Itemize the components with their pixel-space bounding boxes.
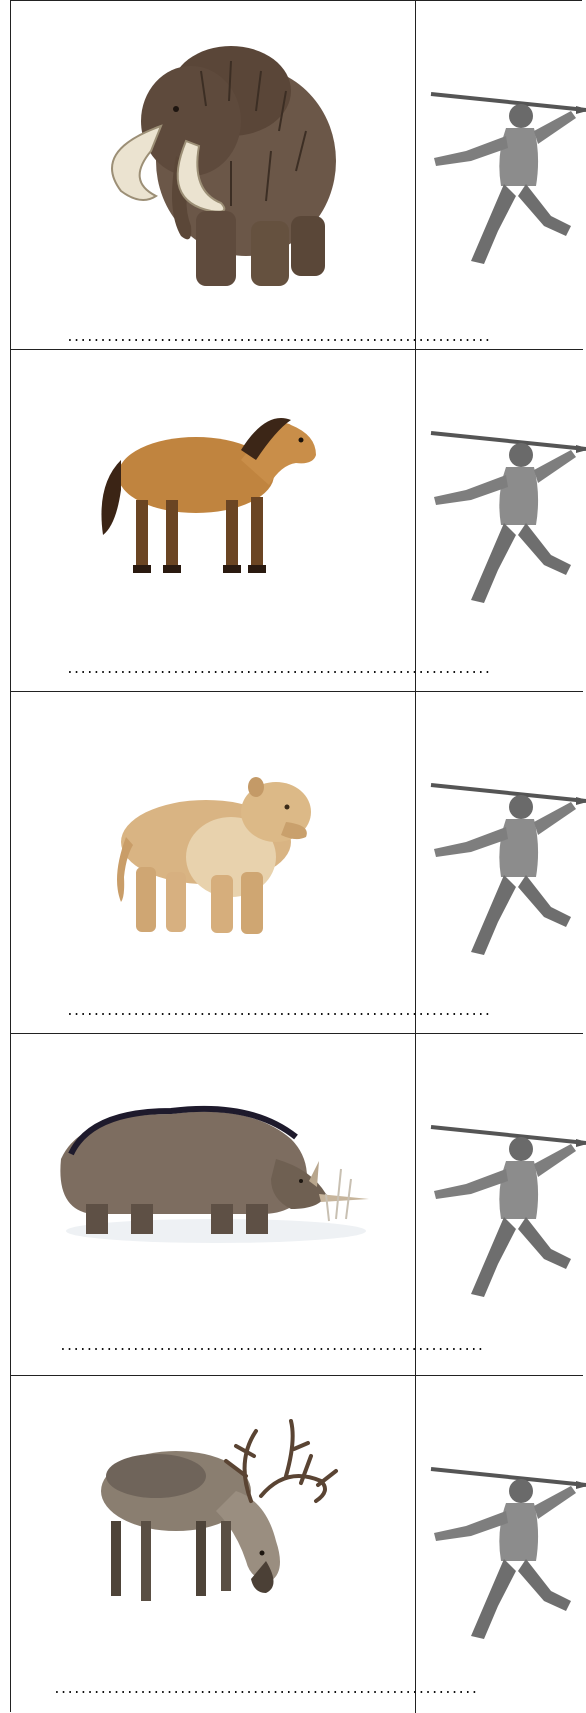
spear-hunter-illustration: [426, 86, 586, 266]
table-row: [11, 1034, 583, 1376]
woolly-rhinoceros-illustration: [51, 1099, 381, 1249]
spear-hunter-illustration: [426, 777, 586, 957]
table-row: [11, 1376, 583, 1713]
spear-hunter-illustration: [426, 1461, 586, 1641]
answer-line[interactable]: ................................................................: [59, 1339, 484, 1354]
table-row: [11, 692, 583, 1034]
spear-hunter-illustration: [426, 425, 586, 605]
spear-hunter-illustration: [426, 1119, 586, 1299]
animal-cell: [11, 1, 491, 349]
reindeer-illustration: [86, 1421, 351, 1641]
table-row: [11, 350, 583, 692]
answer-line[interactable]: ................................................................: [66, 662, 491, 677]
hunter-cell: [416, 350, 583, 691]
hunter-cell: [416, 1376, 583, 1713]
wild-horse-illustration: [91, 405, 336, 585]
animal-cell: [11, 692, 491, 1033]
mammoth-illustration: [81, 31, 351, 301]
answer-line[interactable]: ................................................................: [66, 1004, 491, 1019]
table-row: [11, 1, 583, 350]
animal-cell: [11, 1376, 478, 1713]
hunter-cell: [416, 1, 583, 349]
animal-cell: [11, 1034, 484, 1375]
answer-line[interactable]: ................................................................: [53, 1682, 478, 1697]
answer-line[interactable]: ................................................................: [66, 330, 491, 345]
animal-hunter-table: [10, 0, 582, 1712]
cave-lion-illustration: [111, 767, 321, 942]
hunter-cell: [416, 1034, 583, 1375]
hunter-cell: [416, 692, 583, 1033]
animal-cell: [11, 350, 491, 691]
